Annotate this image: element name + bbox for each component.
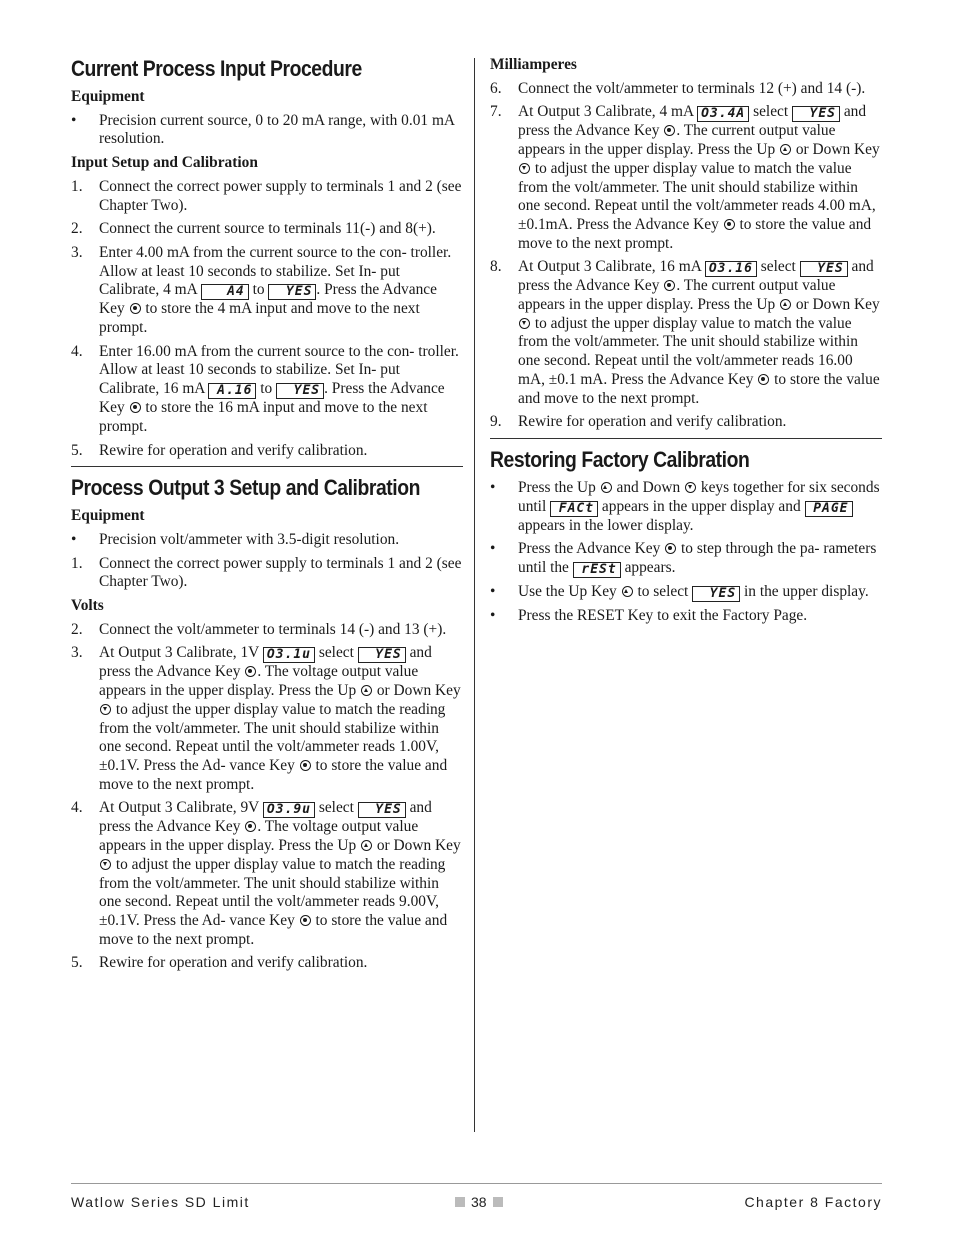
lcd-display: A.16 bbox=[208, 383, 256, 399]
advance-key-icon bbox=[245, 821, 256, 832]
square-icon bbox=[455, 1197, 465, 1207]
lcd-display: YES bbox=[800, 261, 848, 277]
advance-key-icon bbox=[300, 915, 311, 926]
lcd-display: YES bbox=[692, 586, 740, 602]
up-key-icon bbox=[361, 685, 372, 696]
step: 8. At Output 3 Calibrate, 16 mA O3.16 select YES and press the Advance Key . The current output value appears in the upper display. Press the Up or Down Key to adjust the upper display value to match the value from the volt/ammeter. The unit should stabilize within one second. Repeat until the volt/ammeter reads 16.00 mA, ±0.1 mA. Press the Advance Key to store the value and move to the next prompt. bbox=[490, 258, 880, 407]
step: 5. Rewire for operation and verify calibration. bbox=[71, 441, 368, 459]
section-title-restore: Restoring Factory Calibration bbox=[490, 446, 750, 472]
down-key-icon bbox=[100, 859, 111, 870]
step: 9. Rewire for operation and verify calibration. bbox=[490, 413, 787, 431]
footer-chapter: Chapter 8 Factory bbox=[744, 1194, 882, 1210]
advance-key-icon bbox=[724, 219, 735, 230]
equipment-item: • Precision volt/ammeter with 3.5-digit resolution. bbox=[71, 530, 400, 548]
advance-key-icon bbox=[130, 303, 141, 314]
right-column bbox=[490, 56, 882, 631]
advance-key-icon bbox=[130, 402, 141, 413]
lcd-display: YES bbox=[358, 802, 406, 818]
bullet-item: • Press the Advance Key to step through the pa- rameters until the rESt appears. bbox=[490, 540, 877, 578]
lcd-display: PAGE bbox=[805, 501, 853, 517]
equipment-item: • Precision current source, 0 to 20 mA range, with 0.01 mA resolution. bbox=[71, 111, 455, 148]
lcd-display: A4 bbox=[201, 284, 249, 300]
lcd-display: YES bbox=[276, 383, 324, 399]
lcd-display: O3.4A bbox=[697, 106, 749, 122]
step: 1. Connect the correct power supply to terminals 1 and 2 (see Chapter Two). bbox=[71, 177, 462, 214]
equipment-heading: Equipment bbox=[71, 507, 145, 525]
lcd-display: YES bbox=[358, 647, 406, 663]
step: 4. At Output 3 Calibrate, 9V O3.9u select YES and press the Advance Key . The voltage output value appears in the upper display. Press the Up or Down Key to adjust the upper display value to match the reading from the volt/ammeter. The unit should stabilize within one second. Repeat until the volt/ammeter reads 9.00V, ±0.1V. Press the Ad- vance Key to store the value and move to the next prompt. bbox=[71, 799, 461, 948]
section-divider bbox=[490, 438, 882, 439]
step: 2. Connect the current source to terminals 11(-) and 8(+). bbox=[71, 220, 436, 238]
column-divider bbox=[474, 58, 475, 1132]
lcd-display: O3.9u bbox=[263, 802, 315, 818]
up-key-icon bbox=[780, 144, 791, 155]
lcd-display: YES bbox=[792, 106, 840, 122]
section-title-output3: Process Output 3 Setup and Calibration bbox=[71, 475, 421, 501]
step: 7. At Output 3 Calibrate, 4 mA O3.4A select YES and press the Advance Key . The current output value appears in the upper display. Press the Up or Down Key to adjust the upper display value to match the value from the volt/ammeter. The unit should stabilize within one second. Repeat until the volt/ammeter reads 4.00 mA, ±0.1mA. Press the Advance Key to store the value and move to the next prompt. bbox=[490, 103, 880, 252]
lcd-display: FACt bbox=[550, 501, 598, 517]
bullet-item: • Press the Up and Down keys together for six seconds until FACt appears in the upper display and PAGE appears in the lower display. bbox=[490, 478, 880, 534]
up-key-icon bbox=[361, 840, 372, 851]
down-key-icon bbox=[685, 482, 696, 493]
advance-key-icon bbox=[758, 374, 769, 385]
down-key-icon bbox=[100, 704, 111, 715]
page-number: 38 bbox=[449, 1193, 509, 1212]
step: 6. Connect the volt/ammeter to terminals 12 (+) and 14 (-). bbox=[490, 79, 866, 97]
up-key-icon bbox=[622, 586, 633, 597]
up-key-icon bbox=[780, 299, 791, 310]
left-column bbox=[71, 56, 463, 978]
milliamperes-heading: Milliamperes bbox=[490, 56, 577, 73]
step: 3. Enter 4.00 mA from the current source to the con- troller. Allow at least 10 seconds to stabilize. Set In- put Calibrate, 4 mA A4 to YES . Press the Advance Key to store the 4 mA input and move to the next prompt. bbox=[71, 243, 452, 337]
square-icon bbox=[493, 1197, 503, 1207]
step: 5. Rewire for operation and verify calibration. bbox=[71, 954, 368, 972]
step: 3. At Output 3 Calibrate, 1V O3.1u select YES and press the Advance Key . The voltage output value appears in the upper display. Press the Up or Down Key to adjust the upper display value to match the reading from the volt/ammeter. The unit should stabilize within one second. Repeat until the volt/ammeter reads 1.00V, ±0.1V. Press the Ad- vance Key to store the value and move to the next prompt. bbox=[71, 644, 461, 793]
advance-key-icon bbox=[245, 666, 256, 677]
volts-heading: Volts bbox=[71, 597, 104, 615]
bullet-item: • Use the Up Key to select YES in the upper display. bbox=[490, 583, 869, 602]
step: 1. Connect the correct power supply to terminals 1 and 2 (see Chapter Two). bbox=[71, 554, 462, 591]
advance-key-icon bbox=[300, 760, 311, 771]
down-key-icon bbox=[519, 318, 530, 329]
lcd-display: YES bbox=[268, 284, 316, 300]
advance-key-icon bbox=[664, 125, 675, 136]
bullet-item: • Press the RESET Key to exit the Factory Page. bbox=[490, 607, 808, 625]
step: 4. Enter 16.00 mA from the current source to the con- troller. Allow at least 10 seconds to stabilize. Set In- put Calibrate, 16 mA A.16 to YES . Press the Advance Key to store the 16 mA input and move to the next prompt. bbox=[71, 342, 459, 435]
section-title-current-input: Current Process Input Procedure bbox=[71, 56, 362, 81]
footer-product: Watlow Series SD Limit bbox=[71, 1194, 250, 1210]
lcd-display: O3.1u bbox=[263, 647, 315, 663]
step: 2. Connect the volt/ammeter to terminals 14 (-) and 13 (+). bbox=[71, 620, 447, 638]
lcd-display: rESt bbox=[573, 562, 621, 578]
advance-key-icon bbox=[664, 280, 675, 291]
page-footer bbox=[71, 1183, 882, 1210]
advance-key-icon bbox=[665, 543, 676, 554]
section-divider bbox=[71, 466, 463, 467]
down-key-icon bbox=[519, 163, 530, 174]
input-setup-heading: Input Setup and Calibration bbox=[71, 154, 258, 172]
lcd-display: O3.16 bbox=[705, 261, 757, 277]
equipment-heading: Equipment bbox=[71, 88, 145, 105]
up-key-icon bbox=[601, 482, 612, 493]
